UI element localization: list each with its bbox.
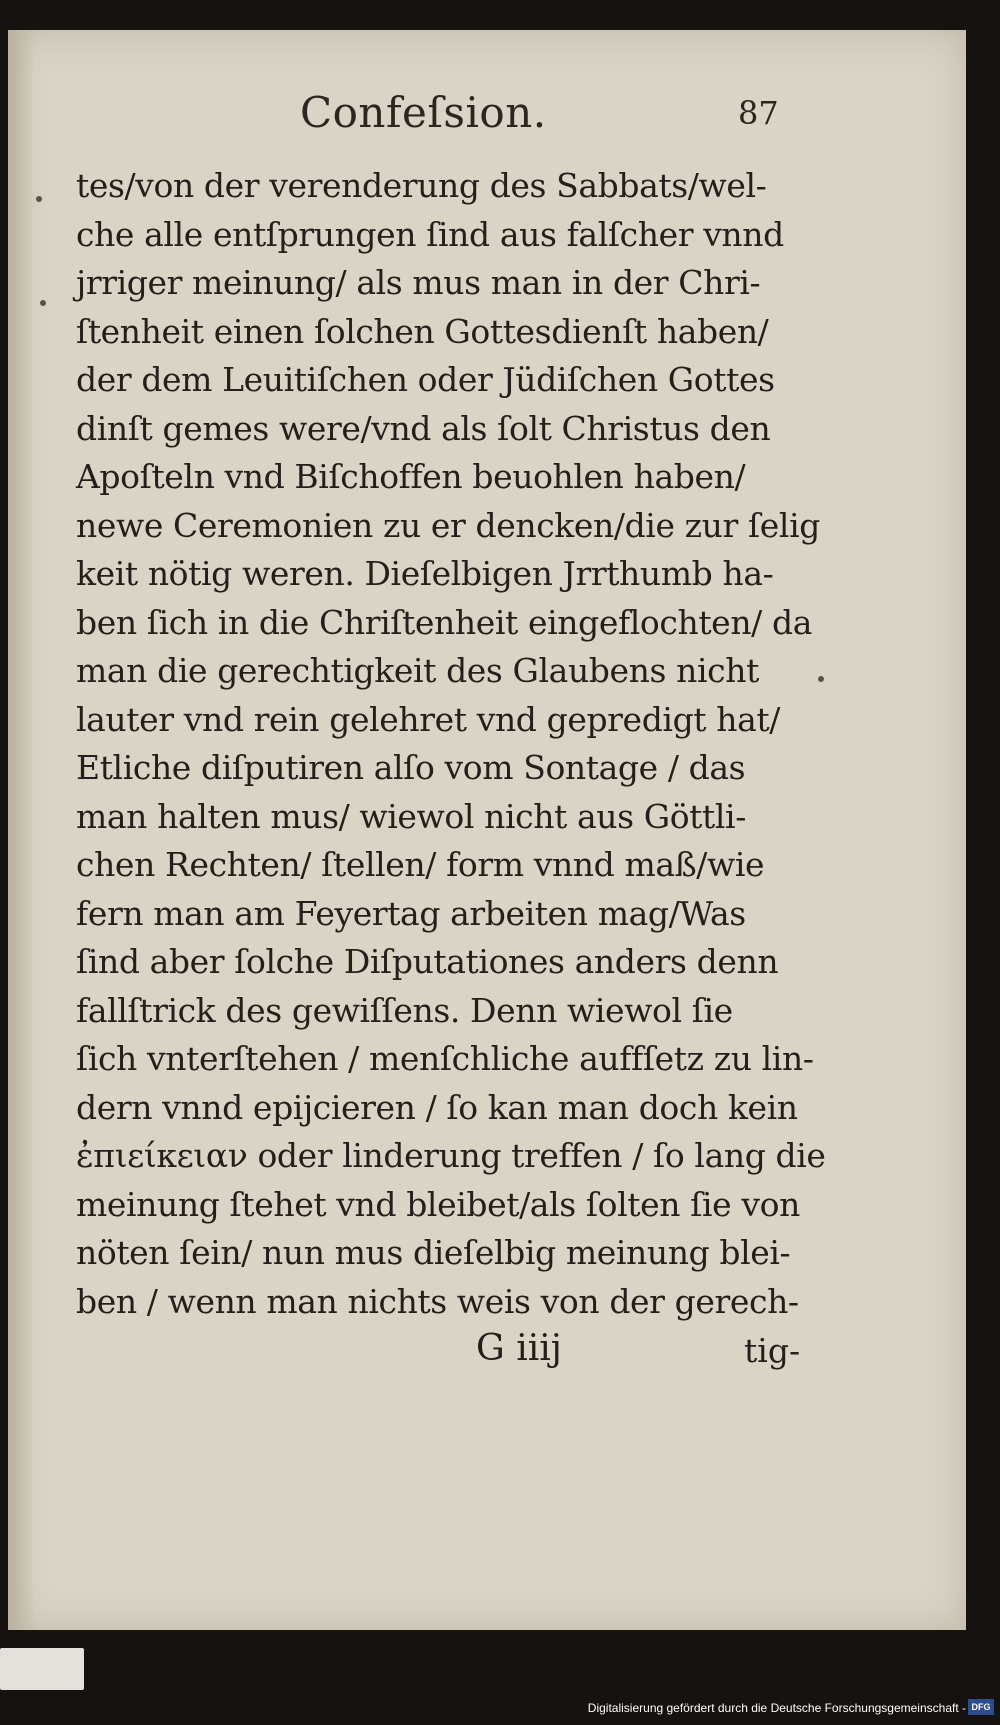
body-text [76,162,826,1326]
color-tab [0,1648,84,1690]
signature-mark: G iiij [476,1328,562,1369]
text-line: ἐπιείκειαν oder linderung treffen / ſo lang die [76,1136,826,1175]
text-line: jrriger meinung/ als mus man in der Chri- [76,263,761,302]
text-line: man die gerechtigkeit des Glaubens nicht [76,651,759,690]
ink-speck [36,196,42,202]
text-line: ſind aber ſolche Diſputationes anders denn [76,942,779,981]
catchword: tig- [744,1331,801,1370]
page-number: 87 [738,94,779,132]
text-line: dinſt gemes were/vnd als ſolt Christus den [76,408,771,448]
text-line: chen Rechten/ ſtellen/ form vnnd maß/wie [76,845,765,884]
text-line: fallſtrick des gewiſſens. Denn wiewol ſie [76,990,733,1030]
ink-speck [40,300,46,306]
text-line: keit nötig weren. Dieſelbigen Jrrthumb ha- [76,554,774,593]
text-line: fern man am Feyertag arbeiten mag/Was [76,893,746,933]
text-line: ben ſich in die Chriſtenheit eingeflochten/ da [76,602,812,642]
text-line: lauter vnd rein gelehret vnd gepredigt hat/ [76,699,780,739]
running-title: Confeſsion. [300,88,547,137]
text-line: ſich vnterſtehen / menſchliche auffſetz zu lin- [76,1039,814,1078]
text-line: ben / wenn man nichts weis von der gerech- [76,1281,799,1321]
dfg-logo: DFG [968,1699,994,1715]
text-line: tes/von der verenderung des Sabbats/wel- [76,166,767,205]
digitization-credit: Digitalisierung gefördert durch die Deutsche Forschungsgemeinschaft - [587,1701,966,1715]
text-line: meinung ſtehet vnd bleibet/als ſolten ſie von [76,1184,800,1224]
text-line: newe Ceremonien zu er dencken/die zur ſelig [76,505,820,545]
text-line: Etliche diſputiren alſo vom Sontage / das [76,748,746,787]
text-line: dern vnnd epijcieren / ſo kan man doch kein [76,1087,798,1127]
text-line: nöten ſein/ nun mus dieſelbig meinung blei- [76,1233,791,1272]
ink-speck [818,676,824,682]
text-line: der dem Leuitiſchen oder Jüdiſchen Gottes [76,360,775,399]
text-line: ſtenheit einen ſolchen Gottesdienſt haben/ [76,311,769,351]
text-line: Apoſteln vnd Biſchoffen beuohlen haben/ [76,457,746,496]
text-line: man halten mus/ wiewol nicht aus Göttli- [76,796,746,836]
text-line: che alle entſprungen ſind aus falſcher vnnd [76,214,784,254]
